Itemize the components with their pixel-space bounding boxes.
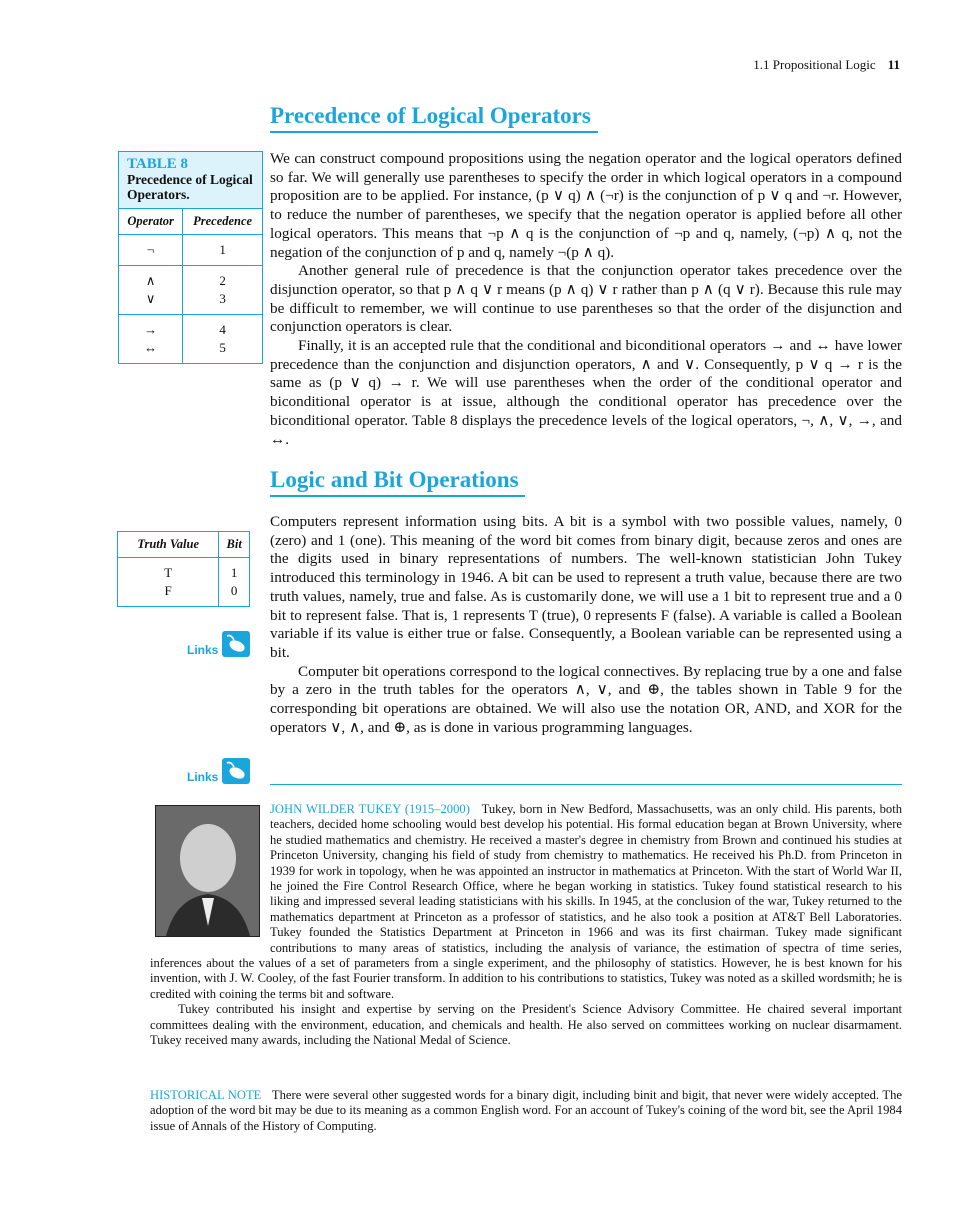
table-8-label: TABLE 8: [127, 156, 188, 172]
paragraph: Another general rule of precedence is that the conjunction operator takes precedence over the disjunction operator, so that p ∧ q ∨ r means (p ∧ q) ∨ r rather than p ∧ (q ∨ r). Because this rule may be difficult to remember, we will continue to use parentheses so that the order of the disjunction and conjunction operators is clear.: [270, 262, 902, 336]
table-8-header-operator: Operator: [119, 209, 183, 235]
table-row-op: [119, 266, 183, 315]
running-title: 1.1 Propositional Logic: [753, 57, 876, 72]
truth-table-header-value: Truth Value: [118, 532, 219, 558]
links-label: Links: [187, 770, 219, 784]
table-row-op: ¬: [119, 235, 183, 266]
tv-true: T: [164, 565, 173, 580]
table-row-prec: [183, 315, 262, 364]
tukey-biography: [150, 802, 902, 1049]
prec-and: 2: [219, 273, 226, 288]
op-and: ∧: [145, 273, 156, 288]
bit-operations-body: [270, 513, 902, 737]
mouse-icon: [222, 758, 250, 784]
table-row-op: [119, 315, 183, 364]
precedence-body: [270, 150, 902, 449]
section-heading-bit-operations: Logic and Bit Operations: [270, 467, 525, 497]
prec-or: 3: [219, 291, 226, 306]
op-conditional: →: [144, 322, 158, 337]
historical-note-label: HISTORICAL NOTE: [150, 1088, 262, 1102]
mouse-icon: [222, 631, 250, 657]
table-row-tv: [118, 558, 219, 607]
tv-false: F: [164, 583, 172, 598]
bio-name: JOHN WILDER TUKEY (1915–2000): [270, 802, 470, 816]
op-biconditional: ↔: [144, 340, 158, 355]
prec-biconditional: 5: [219, 340, 226, 355]
paragraph: Computer bit operations correspond to the logical connectives. By replacing true by a one and false by a zero in the truth tables for the operators ∧, ∨, and ⊕, the tables shown in Table 9 for the corresponding bit operations are obtained. We will also use the notation OR, AND, and XOR for the operators ∨, ∧, and ⊕, as is done in various programming languages.: [270, 662, 902, 736]
paragraph: Finally, it is an accepted rule that the conditional and biconditional operators → and ↔ have lower precedence than the conjunction and disjunction operators, ∧ and ∨. Consequently, p ∨ q → r is the same as (p ∨ q) → r. We will use parentheses when the order of the conditional operator and biconditional operator is at issue, although the conditional operator has precedence over the biconditional operator. Table 8 displays the precedence levels of the logical operators, ¬, ∧, ∨, →, and ↔.: [270, 337, 902, 448]
historical-note: [150, 1088, 902, 1134]
truth-value-bit-table: [117, 531, 250, 607]
table-8: [118, 151, 263, 364]
table-8-caption: [119, 152, 262, 209]
table-8-header-precedence: Precedence: [183, 209, 262, 235]
op-or: ∨: [145, 291, 156, 306]
paragraph: Computers represent information using bits. A bit is a symbol with two possible values, namely, 0 (zero) and 1 (one). This meaning of the word bit comes from binary digit, because zeros and ones are the digits used in binary representations of numbers. The well-known statistician John Tukey introduced this terminology in 1946. A bit can be used to represent a truth value, because there are two truth values, namely, true and false. As is customarily done, we will use a 1 bit to represent true and a 0 bit to represent false. That is, 1 represents T (true), 0 represents F (false). A variable is called a Boolean variable if its value is either true or false. Consequently, a Boolean variable can be represented using a bit.: [270, 513, 902, 661]
table-row-prec: 1: [183, 235, 262, 266]
historical-note-text: There were several other suggested words for a binary digit, including binit and bigit, that never were widely accepted. The adoption of the word bit may be due to its meaning as a common English word. For an account of Tukey's coining of the word bit, see the April 1984 issue of Annals of the History of Computing.: [150, 1088, 903, 1133]
links-label: Links: [187, 643, 219, 657]
paragraph: We can construct compound propositions using the negation operator and the logical operators defined so far. We will generally use parentheses to specify the order in which logical operators in a compound proposition are to be applied. For instance, (p ∨ q) ∧ (¬r) is the conjunction of p ∨ q and ¬r. However, to reduce the number of parentheses, we specify that the negation operator is applied before all other logical operators. This means that ¬p ∧ q is the conjunction of ¬p and q, namely, (¬p) ∧ q, not the negation of the conjunction of p and q, namely ¬(p ∧ q).: [270, 150, 902, 261]
bit-one: 1: [230, 565, 238, 580]
divider: [270, 784, 902, 785]
table-row-prec: [183, 266, 262, 315]
section-heading-precedence: Precedence of Logical Operators: [270, 103, 598, 133]
page-number: 11: [887, 57, 900, 72]
table-8-title: Precedence of Logical Operators.: [127, 172, 253, 202]
prec-conditional: 4: [219, 322, 226, 337]
links-button[interactable]: [187, 631, 250, 657]
table-row-bit: [219, 558, 249, 607]
bio-paragraph: Tukey contributed his insight and expertise by serving on the President's Science Advisory Committee. He chaired several important committees dealing with the environment, education, and chemicals and health. He also served on committees working on nuclear disarmament. Tukey received many awards, including the National Medal of Science.: [150, 1002, 902, 1048]
links-button[interactable]: [187, 758, 250, 784]
truth-table-header-bit: Bit: [219, 532, 249, 558]
bit-zero: 0: [230, 583, 238, 598]
running-header: [753, 57, 900, 73]
bio-text: Tukey, born in New Bedford, Massachusetts, was an only child. His parents, both teachers, decided home schooling would best develop his potential. His formal education began at Brown University, where he studied mathematics and chemistry. He received a master's degree in chemistry from Brown and continued his studies at Princeton University, changing his field of study from chemistry to mathematics. He received his Ph.D. from Princeton in 1939 for work in topology, when he was appointed an instructor in mathematics at Princeton. With the start of World War II, he joined the Fire Control Research Office, where he began working in statistics. Tukey found statistical research to his liking and impressed several leading statisticians with his skills. In 1945, at the conclusion of the war, Tukey returned to the mathematics department at Princeton as a professor of statistics, and he also took a position at AT&T Bell Laboratories. Tukey founded the Statistics Department at Princeton in 1966 and was its first chairman. Tukey made significant contributions to many areas of statistics, including the analysis of variance, the estimation of spectra of time series, inferences about the values of a set of parameters from a single experiment, and the philosophy of statistics. However, he is best known for his invention, with J. W. Cooley, of the fast Fourier transform. In addition to his contributions to statistics, Tukey was noted as a skilled wordsmith; he is credited with coining the terms bit and software.: [150, 802, 902, 1001]
